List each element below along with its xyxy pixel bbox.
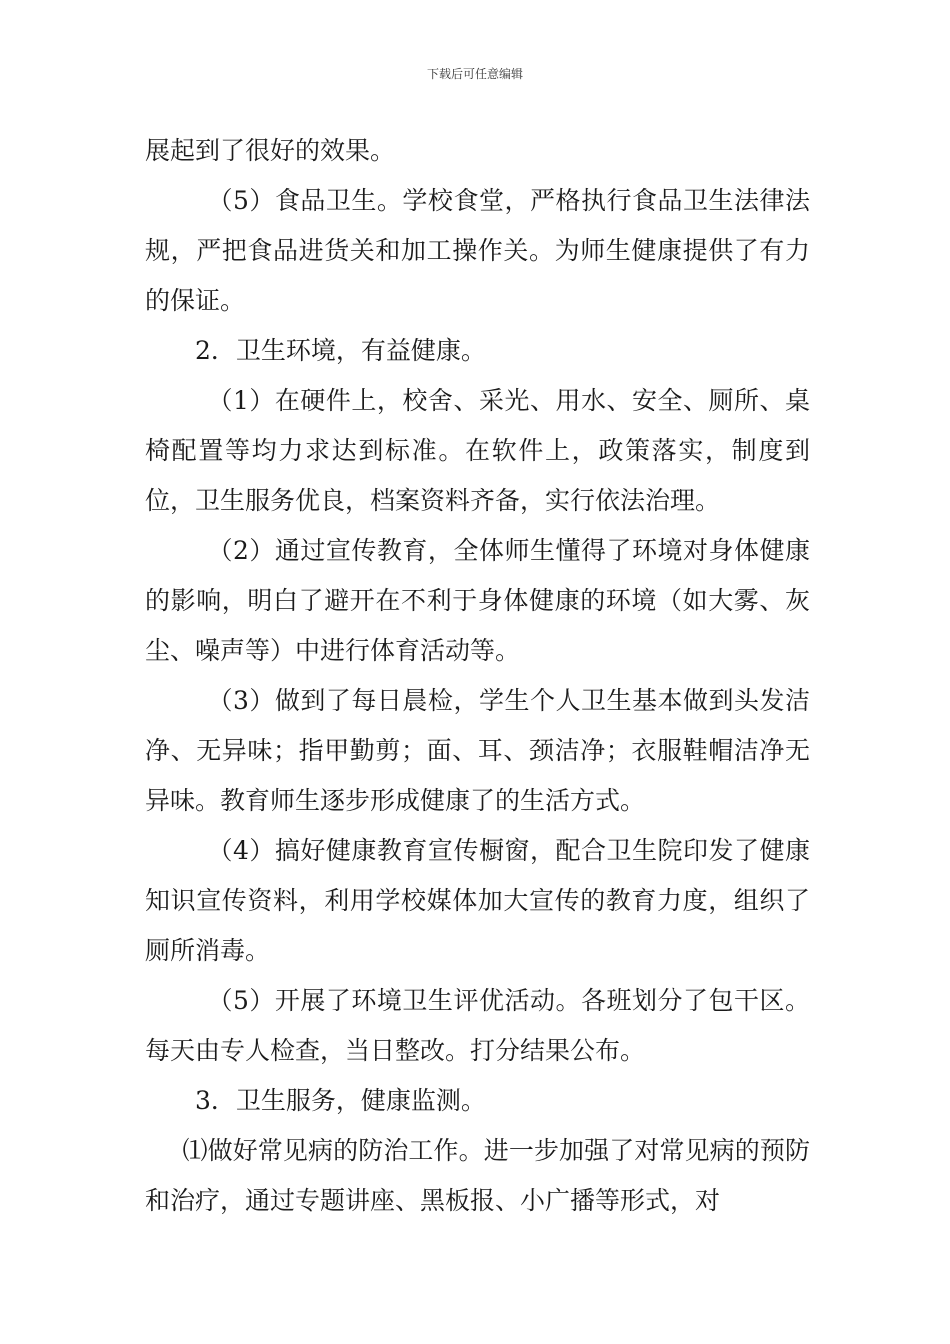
paragraph-health-window: （4）搞好健康教育宣传橱窗，配合卫生院印发了健康知识宣传资料，利用学校媒体加大宣传的教育力度，组织了厕所消毒。: [145, 836, 810, 965]
paragraph-publicity-education: （2）通过宣传教育，全体师生懂得了环境对身体健康的影响，明白了避开在不利于身体健康的环境（如大雾、灰尘、噪声等）中进行体育活动等。: [145, 536, 810, 665]
section-heading-environment: 2．卫生环境，有益健康。: [195, 336, 486, 365]
page-header: 下载后可任意编辑: [426, 67, 523, 81]
paragraph-food-hygiene: （5）食品卫生。学校食堂，严格执行食品卫生法律法规，严把食品进货关和加工操作关。为师生健康提供了有力的保证。: [145, 186, 810, 315]
paragraph-continuation: 展起到了很好的效果。: [145, 136, 396, 165]
section-heading-health-service: 3．卫生服务，健康监测。: [195, 1086, 486, 1115]
paragraph-hygiene-evaluation: （5）开展了环境卫生评优活动。各班划分了包干区。每天由专人检查，当日整改。打分结果公布。: [145, 986, 810, 1065]
document-body: [145, 126, 810, 1226]
paragraph-hardware-software: （1）在硬件上，校舍、采光、用水、安全、厕所、桌椅配置等均力求达到标准。在软件上，政策落实，制度到位，卫生服务优良，档案资料齐备，实行依法治理。: [145, 386, 810, 515]
paragraph-common-disease: ⑴做好常见病的防治工作。进一步加强了对常见病的预防和治疗，通过专题讲座、黑板报、小广播等形式，对: [145, 1136, 810, 1215]
paragraph-morning-check: （3）做到了每日晨检，学生个人卫生基本做到头发洁净、无异味；指甲勤剪；面、耳、颈洁净；衣服鞋帽洁净无异味。教育师生逐步形成健康了的生活方式。: [145, 686, 810, 815]
